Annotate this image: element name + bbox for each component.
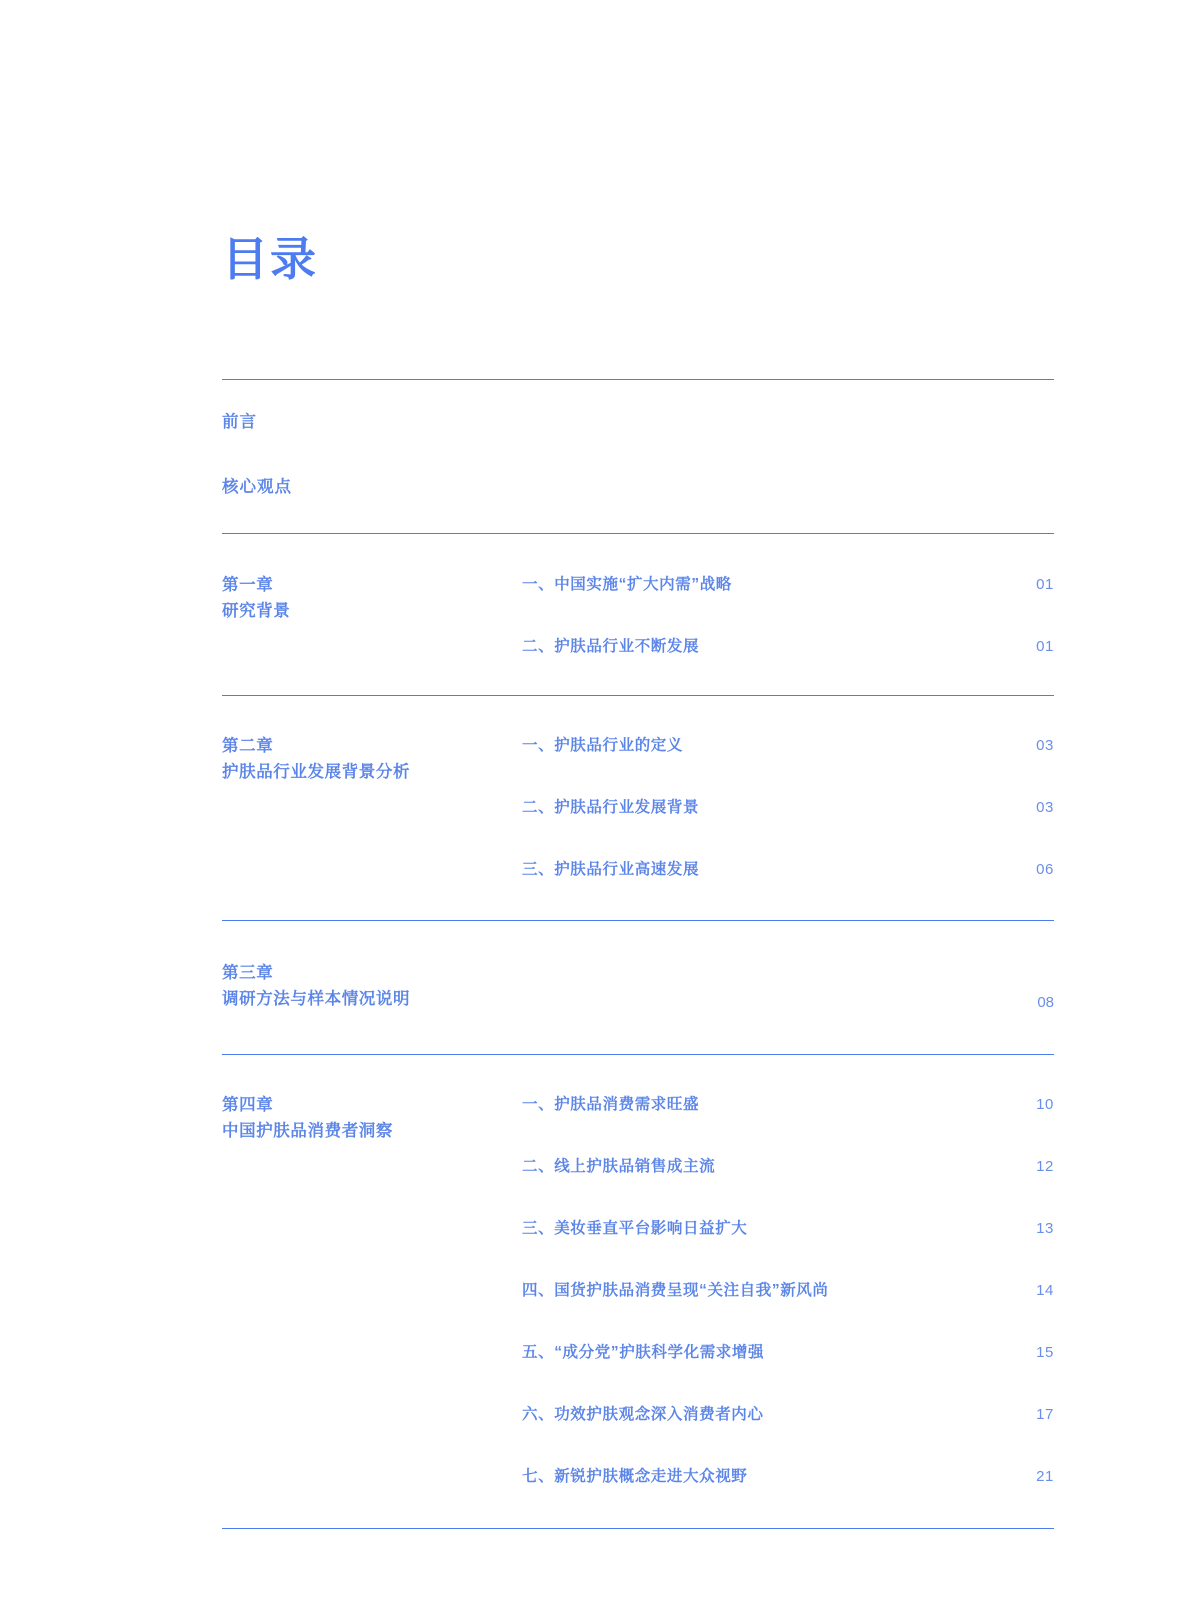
toc-entry-page: 01 [1036,576,1054,594]
toc-container [222,0,1054,1529]
front-matter-item-preface[interactable]: 前言 [222,413,257,432]
toc-section-chapter-3[interactable] [222,960,1054,1012]
chapter-4-entries [522,1092,1054,1486]
toc-entry[interactable] [522,1092,1054,1114]
toc-entry-page: 12 [1036,1158,1054,1176]
toc-entry[interactable] [522,1154,1054,1176]
toc-entry-label: 三、美妆垂直平台影响日益扩大 [522,1220,748,1238]
toc-entry-label: 二、线上护肤品销售成主流 [522,1158,716,1176]
toc-entry-label: 一、护肤品行业的定义 [522,737,684,755]
toc-entry[interactable] [522,1278,1054,1300]
chapter-4-heading[interactable] [222,1092,522,1144]
divider-after-chapter-3 [222,1054,1054,1055]
chapter-3-heading [222,960,522,1012]
front-matter-item-core-views[interactable]: 核心观点 [222,477,292,496]
toc-entry[interactable] [522,1340,1054,1362]
chapter-2-entries [522,733,1054,879]
divider-after-front-matter [222,533,1054,534]
toc-entry-page: 17 [1036,1406,1054,1424]
toc-entry[interactable] [522,634,1054,656]
chapter-3-page: 08 [1037,994,1054,1012]
toc-entry[interactable] [522,1402,1054,1424]
page-title: 目录 [222,233,318,285]
toc-entry-page: 14 [1036,1282,1054,1300]
toc-entry-label: 一、中国实施“扩大内需”战略 [522,576,732,594]
toc-section-chapter-4 [222,1092,1054,1486]
toc-entry-page: 03 [1036,737,1054,755]
toc-section-chapter-2 [222,733,1054,879]
chapter-2-title: 护肤品行业发展背景分析 [222,763,411,782]
toc-entry-page: 01 [1036,638,1054,656]
divider-after-chapter-1 [222,695,1054,696]
toc-entry-page: 15 [1036,1344,1054,1362]
chapter-3-number: 第三章 [222,964,274,983]
chapter-3-title: 调研方法与样本情况说明 [222,990,411,1009]
chapter-4-title: 中国护肤品消费者洞察 [222,1122,393,1141]
chapter-4-number: 第四章 [222,1096,274,1115]
toc-entry-label: 四、国货护肤品消费呈现“关注自我”新风尚 [522,1282,829,1300]
toc-entry-page: 03 [1036,799,1054,817]
toc-entry[interactable] [522,857,1054,879]
chapter-1-title: 研究背景 [222,602,291,621]
toc-entry-label: 七、新锐护肤概念走进大众视野 [522,1468,748,1486]
toc-entry[interactable] [522,1464,1054,1486]
divider-bottom [222,1528,1054,1529]
toc-entry[interactable] [522,795,1054,817]
toc-entry-label: 五、“成分党”护肤科学化需求增强 [522,1344,765,1362]
front-matter-list [222,414,1054,495]
toc-entry-label: 二、护肤品行业发展背景 [522,799,700,817]
divider-after-chapter-2 [222,920,1054,921]
toc-section-chapter-1 [222,572,1054,656]
toc-entry[interactable] [522,733,1054,755]
toc-entry[interactable] [522,1216,1054,1238]
chapter-2-heading[interactable] [222,733,522,785]
toc-entry-label: 三、护肤品行业高速发展 [522,861,700,879]
divider-top [222,379,1054,380]
toc-entry-page: 10 [1036,1096,1054,1114]
toc-entry-label: 六、功效护肤观念深入消费者内心 [522,1406,764,1424]
toc-entry-page: 06 [1036,861,1054,879]
chapter-2-number: 第二章 [222,737,274,756]
chapter-1-heading[interactable] [222,572,522,624]
toc-entry-page: 13 [1036,1220,1054,1238]
toc-entry[interactable] [522,572,1054,594]
toc-entry-page: 21 [1036,1468,1054,1486]
toc-entry-label: 二、护肤品行业不断发展 [522,638,700,656]
toc-entry-label: 一、护肤品消费需求旺盛 [522,1096,700,1114]
chapter-1-number: 第一章 [222,576,274,595]
chapter-1-entries [522,572,1054,656]
